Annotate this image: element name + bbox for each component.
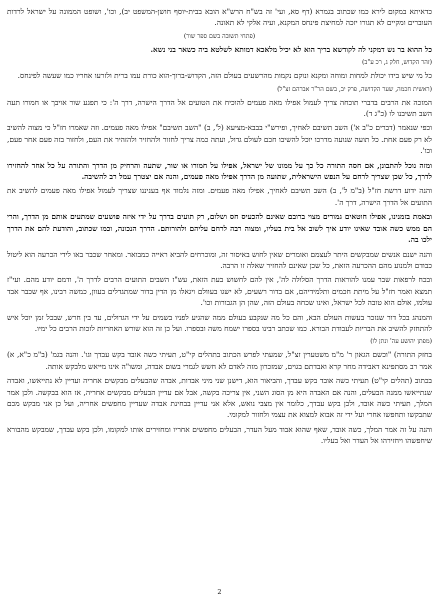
paragraph-12: בחזק התורה) "וכשם הגאון ר' מ"מ משטערין זצ"ל, שמעתי לפרש הכתוב בתהלים קי"ט, תעיתי כשה אובד בקש עבדך וגו'. והנה בגמ' (ב"מ כ"א, א) אמר רב מסתפינא דאבידה מחר קרא ואבדתם בגוים, שמזכרון מזה לאדם לא חשש לגמרי בשום אבדה, ומשו"ה אינו מייאש מלבקש אותה. bbox=[7, 350, 432, 371]
paragraph-2: כל ההוא בר נש דמקני לה לקודשא בריך הוא לא יכיל מלאכא דמותא לשלטא ביה כשאר בני נשא. bbox=[150, 44, 432, 54]
paragraph-8: ובאמת בזמנינו, אפילו חוטאים גמורים מצוי ברובם שאינם להכעיס חס ושלום, רק תועים בדרך על ידי איזה פושעים שמתעים אותם מן הדרך, והרי הם ממש כשה אובד שאינו יודע איך לשוב אל בית בעליו, ומצוה רבה לרחם עליהם ולהורותם. הדרך הנכונה, וכמו שכתוב, והודעת להם את הדרך ילכו בה. bbox=[7, 212, 432, 245]
citation-3: (ראשית חכמה, שער הקדושה, פרק יב, בשם הר"ר אברהם זצ"ל) bbox=[277, 85, 432, 93]
citation-4: (מפתן יהושע עה' ונתן לו) bbox=[370, 338, 432, 346]
paragraph-9: והנה ישנם אנשים שמבקשים היתר לעצמם ואומרים שאין לחוש באיסור זה, ומוכרחים להביא ראייה כמבואר. ומאחר שכבר באו לידי הכרעה הוא ליטול כבודם ולמנוע מהם ההכרעה הזאת, כל שכן שאינם להחזיר שאלה זו הרבה. bbox=[7, 249, 432, 270]
paragraph-3: כל מי שיש בידו יכולת למחות ומוחה ומקנא ונוקם נקמות מהרשעים בעולם הזה, הקדוש-ברוך-הוא כורת עמו ברית ולזרעו אחריו כמו שעשה לפינחס. bbox=[17, 71, 432, 81]
paragraph-14: והנה על זה אמר המלך, כשה אובד, שאף שהוא אבוד מעל העדר, הבעלים מחפשים אחריו ומחזירים אותו למקומו, ולכן בקש עבדך, שמבקש מהבורא שיחפשהו ויחזירהו אל העדר ואל בעליו. bbox=[7, 424, 432, 446]
citation-2: (זהר הקדוש, חלק ג, רכ ע"ב) bbox=[361, 59, 432, 67]
paragraph-5: וכפי שנאמר (דברים כ"ב א') השב תשיבם לאחיך, ופירש"י בבבא-מציעא (ל', ב) "השב תשיבם" אפילו מאה פעמים. וזה שאמרו חז"ל כי מצוה להשיב לא רק פעם אחת. כל תועה שנועה מדרכו יוכל להשיבו חכם לעולם גדול, ועתה כמה צריך לחזור ולהחזיר ולהזהיר את העם, ולחזור בזה פעם אחר פעם, וכו'. bbox=[7, 123, 432, 156]
page-number: 2 bbox=[217, 588, 222, 596]
paragraph-10: ובכח לרפאות שבר עמנו להוראות הדרך הסלולה לה', אין להם לחשוש בעת הזאת, עש"ז השבים התועים הרבים לדרך ה', ודמם יודע מהם. ועי"ז תמצא ואמר חז"ל על מיתת חכמים ותלמידיהם, אם בדור רשעים, לא ישגו בעוולם ויגאלו מן הדין בדור שמתגדלים בעוון, כמשה רבינו, אף שכבר אבד עולמו, אולם הוא טובה לכל ישראל, ואינו שכחה בעולם הזה, שהן הן הגבורות וכו'. bbox=[7, 275, 432, 308]
paragraph-13: בכתוב (תהלים קי"ט) תעיתי כשה אובד בקש עבדך, והביאור הוא, דישנן שני מיני אבדות, אבדה שהבעלים מבקשים אחריה ועדיין לא נתייאשו, ואבדה שנתייאשו ממנה הבעלים, והנה אם האבדה היא מן הסוג השני, אין צריכה בקשה, אבל אם עדיין הבעלים מבקשים אחריה, אז הוא בבקשה. ולכן אמר המלך, תעיתי כשה אובד, ולכן בקש עבדך, כלומר אין מצבי נואש, אלא אני עדיין בבחינת אבדה שעדיין מחפשים אחריה, ועל כן אני מבקש מכם שתבקשו ותחפשו אחרי ועל ידי זה אבוא למצוא את עצמי ולחזור למקומי. bbox=[7, 376, 432, 420]
paragraph-6: ומזה נוכל להתבונן, אם חסה התורה כל כך על ממונו של ישראל, אפילו על חמורו או שור, שתעה והרחיק מן הדרך והתורה על כל אחד להחזירו לדרך, כל שכן שצריך לרחם על הנפש הישראלית, שתועה מן הדרך אפילו מאה פעמים, והנה אם יצטרך עמל רב להשיבה. bbox=[7, 160, 432, 182]
citation-1: (פתחי תשובה בשם ספר שור) bbox=[183, 32, 256, 40]
paragraph-11: והמנהג בכל דור שנזכר בעשות העולם הבא, והם כל מה שנקבע בעולם ממה שהגיע לפניו בשמים על ידי הגדולים, עד בין חרש, שבכל זמן יוכל איש להתחזק להשיב את הבריות לעבודת הבורא. כמו שכתב רבינו בספרו ישמח משה ובספרו. ועל כן זה הוא שורש האחריות לזכות הרבים כל ימיו. bbox=[7, 312, 432, 333]
paragraph-1: כדאיתא במקום לירא כמו שכתוב בגמרא (דף סא, ועי' זה בש"ח הרש"א הובא בבית-יוסף חושן-המשפט יב), וכו', ושופט הממונה על ישראל לרדות העוברים ומקיים לא תגורו יזכה למחיצת פינחס המקנא, ועיה אלקי לא תאונה. bbox=[7, 7, 432, 28]
paragraph-4: המזכה את הרבים בדברי תוכחה צריך לעמול אפילו מאה פעמים להוכיח את הטועים אל הדרך הישרה, דרך ה': כי תפגע שור אויבך או חמורו תעה השב תשיבנו לו (כ"ג ד). bbox=[7, 97, 432, 119]
paragraph-7: והנה ידוע דרשת חז"ל (ב"מ ל', ב) השב תשיבם לאחיך, אפילו מאה פעמים. ומזה נלמוד אף בעניננו שצריך לעמול אפילו מאה פעמים להשיב את התועים אל הדרך הישרה, דרך ה'. bbox=[7, 186, 432, 207]
